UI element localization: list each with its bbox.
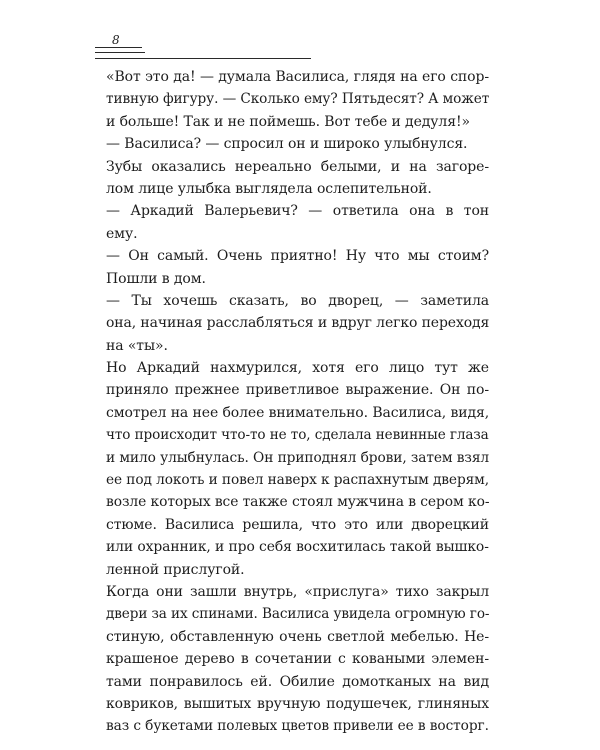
text-line: Когда они зашли внутрь, «прислуга» тихо закрыл bbox=[106, 583, 489, 600]
text-line: ковриков, вышитых вручную подушечек, глиняных bbox=[106, 695, 489, 712]
header-rule-medium bbox=[95, 52, 145, 53]
text-line: возле которых все также стоял мужчина в сером ко- bbox=[106, 494, 490, 511]
text-line: тивную фигуру. — Сколько ему? Пятьдесят? А может bbox=[106, 91, 490, 108]
text-line: крашеное дерево в сочетании с коваными элемен- bbox=[106, 651, 489, 668]
text-line: стиную, обставленную очень светлой мебелью. Не- bbox=[106, 628, 489, 645]
text-line: она, начиная расслабляться и вдруг легко переходя bbox=[106, 315, 490, 332]
text-line: или охранник, и про себя восхитилась такой вышко- bbox=[106, 539, 489, 556]
text-line: тами понравилось ей. Обилие домотканых на вид bbox=[106, 673, 489, 690]
text-line: двери за их спинами. Василиса увидела огромную го- bbox=[106, 606, 490, 623]
text-line: «Вот это да! — думала Василиса, глядя на его спор- bbox=[106, 69, 489, 85]
text-line: и мило улыбнулась. Он приподнял брови, затем взял bbox=[106, 449, 490, 466]
text-line: — Он самый. Очень приятно! Ну что мы стоим? bbox=[106, 248, 489, 265]
text-line: стюме. Василиса решила, что это или дворецкий bbox=[106, 516, 489, 533]
text-line: и больше! Так и не поймешь. Вот тебе и дедуля!» bbox=[106, 113, 470, 130]
text-line: — Аркадий Валерьевич? — ответила она в тон bbox=[106, 203, 489, 220]
text-line: ленной прислугой. bbox=[106, 561, 245, 578]
text-line: ваз с букетами полевых цветов привели ее в восторг. bbox=[106, 718, 489, 735]
text-line: Но Аркадий нахмурился, хотя его лицо тут же bbox=[106, 360, 489, 377]
text-line: Зубы оказались нереально белыми, и на загоре- bbox=[106, 158, 489, 175]
text-line: на «ты». bbox=[106, 337, 168, 354]
text-line: лом лице улыбка выглядела ослепительной. bbox=[106, 180, 432, 197]
header-rule-long bbox=[95, 58, 311, 59]
text-line: Пошли в дом. bbox=[106, 270, 206, 287]
text-line: приняло прежнее приветливое выражение. Он по- bbox=[106, 382, 489, 399]
body-text bbox=[106, 66, 489, 738]
text-line: — Василиса? — спросил он и широко улыбнулся. bbox=[106, 136, 468, 153]
text-line: — Ты хочешь сказать, во дворец, — заметила bbox=[106, 292, 489, 309]
text-line: ее под локоть и повел наверх к распахнутым дверям, bbox=[106, 472, 490, 489]
page-number: 8 bbox=[112, 33, 120, 47]
header-rule-short bbox=[95, 47, 142, 48]
text-line: смотрел на нее более внимательно. Василиса, видя, bbox=[106, 404, 490, 421]
text-line: ему. bbox=[106, 225, 138, 242]
text-line: что происходит что-то не то, сделала невинные глаза bbox=[106, 427, 489, 444]
